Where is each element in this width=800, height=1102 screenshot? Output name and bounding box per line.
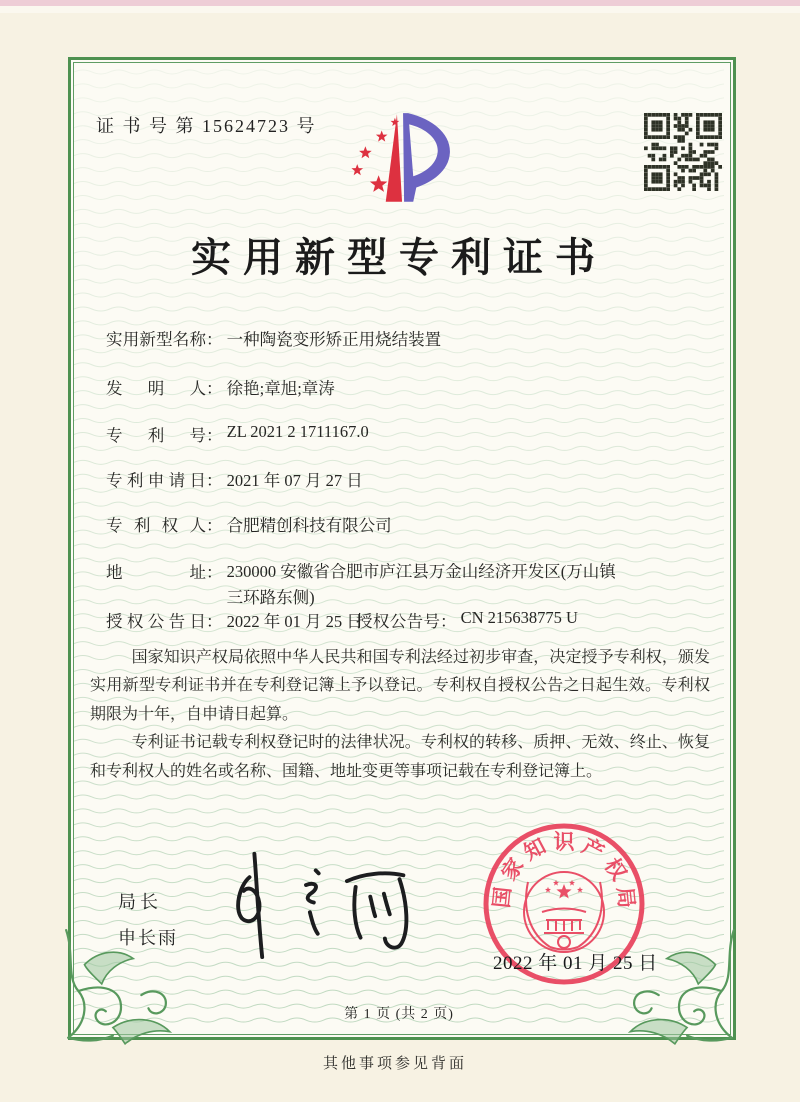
field-value: 合肥精创科技有限公司 <box>226 516 392 535</box>
field-value: CN 215638775 U <box>460 608 578 627</box>
seal-date: 2022 年 01 月 25 日 <box>493 953 658 974</box>
director-title: 局长 <box>118 892 162 912</box>
field-row-patentee <box>106 512 706 536</box>
field-colon: ： <box>206 471 223 490</box>
svg-text:局: 局 <box>612 885 639 910</box>
seal-text-ring <box>489 830 638 909</box>
field-label: 专利号 <box>106 426 206 445</box>
field-row-grant <box>106 608 706 632</box>
svg-text:国: 国 <box>489 885 516 910</box>
field-value: 230000 安徽省合肥市庐江县万金山经济开发区(万山镇三环路东侧) <box>226 562 616 607</box>
field-colon: ： <box>206 563 223 582</box>
field-value: 一种陶瓷变形矫正用烧结装置 <box>226 330 442 349</box>
field-colon: ： <box>440 612 457 631</box>
logo-blue-p <box>403 113 450 202</box>
field-colon: ： <box>206 330 223 349</box>
field-value: 徐艳;章旭;章涛 <box>226 379 335 398</box>
field-label: 实用新型名称 <box>106 330 206 349</box>
svg-text:产: 产 <box>578 833 609 865</box>
legal-paragraph-1: 国家知识产权局依照中华人民共和国专利法经过初步审查，决定授予专利权，颁发实用新型专利证书并在专利登记簿上予以登记。专利权自授权公告之日起生效。专利权期限为十年，自申请日起算。 <box>90 649 710 723</box>
field-label: 授权公告号 <box>356 612 440 631</box>
director-name: 申长雨 <box>118 928 178 948</box>
field-row-address <box>106 559 706 611</box>
field-row-patent-number <box>106 422 706 446</box>
field-value: ZL 2021 2 1711167.0 <box>226 422 369 441</box>
field-value: 2022 年 01 月 25 日 <box>226 612 363 631</box>
field-colon: ： <box>206 516 223 535</box>
director-signature <box>222 848 427 960</box>
field-row-name <box>106 326 706 350</box>
certificate-number: 证 书 号 第 15624723 号 <box>96 116 317 136</box>
page-number: 第 1 页 (共 2 页) <box>344 1007 454 1022</box>
legal-text-block <box>90 644 710 786</box>
seal-emblem-stars <box>545 880 583 899</box>
field-value: 2021 年 07 月 27 日 <box>226 471 363 490</box>
seal-emblem <box>524 872 604 952</box>
field-pair-grant-number <box>356 608 578 632</box>
field-colon: ： <box>206 612 223 631</box>
svg-text:权: 权 <box>599 853 632 885</box>
field-colon: ： <box>206 379 223 398</box>
field-label: 地址 <box>106 563 206 582</box>
legal-paragraph-2: 专利证书记载专利权登记时的法律状况。专利权的转移、质押、无效、终止、恢复和专利权人的姓名或名称、国籍、地址变更等事项记载在专利登记簿上。 <box>90 734 710 780</box>
field-label: 专利权人 <box>106 516 206 535</box>
logo-red-wedge <box>386 114 402 202</box>
field-label: 专利申请日 <box>106 471 206 490</box>
scan-edge-strip-light <box>0 6 800 13</box>
field-label: 发明人 <box>106 379 206 398</box>
field-colon: ： <box>206 426 223 445</box>
field-label: 授权公告日 <box>106 612 206 631</box>
field-row-filing-date <box>106 467 706 491</box>
corner-ornament-right <box>614 928 746 1050</box>
field-row-inventors <box>106 375 706 399</box>
cnipa-logo-icon <box>344 112 456 206</box>
back-side-note: 其他事项参见背面 <box>322 1056 467 1072</box>
certificate-title: 实用新型专利证书 <box>191 235 607 280</box>
svg-text:家: 家 <box>496 853 529 885</box>
corner-ornament-left <box>54 928 186 1050</box>
svg-text:知: 知 <box>519 833 550 865</box>
qr-code <box>644 113 722 191</box>
svg-text:识: 识 <box>553 830 575 854</box>
